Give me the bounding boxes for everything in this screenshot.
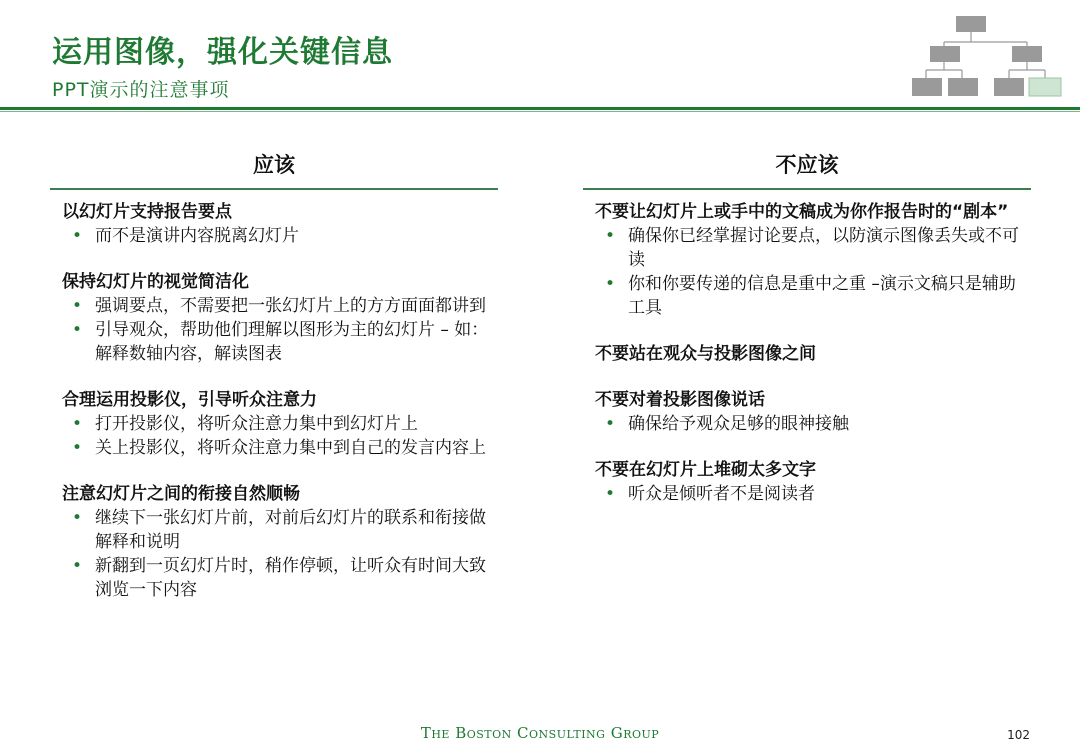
section [62, 482, 498, 602]
bullet-list [62, 412, 498, 460]
bullet-icon: • [72, 414, 83, 434]
bullet-text: 引导观众，帮助他们理解以图形为主的幻灯片 – 如：解释数轴内容，解读图表 [95, 320, 489, 364]
bullet-text: 确保你已经掌握讨论要点，以防演示图像丢失或不可读 [628, 226, 1019, 270]
bullet-icon: • [72, 508, 83, 528]
bullet-list [595, 224, 1031, 320]
bullet-list [595, 482, 1031, 506]
bullet-text: 强调要点，不需要把一张幻灯片上的方方面面都讲到 [95, 296, 486, 316]
bullet-text: 而不是演讲内容脱离幻灯片 [95, 226, 299, 246]
bullet-list [62, 224, 498, 248]
section-title: 保持幻灯片的视觉简洁化 [62, 272, 249, 292]
section-title: 注意幻灯片之间的衔接自然顺畅 [62, 484, 300, 504]
section-title: 不要站在观众与投影图像之间 [595, 344, 816, 364]
bullet-item [595, 272, 1031, 320]
bullet-item [62, 436, 498, 460]
section [62, 270, 498, 366]
section-title: 不要在幻灯片上堆砌太多文字 [595, 460, 816, 480]
bullet-text: 你和你要传递的信息是重中之重 –演示文稿只是辅助工具 [628, 274, 1016, 318]
section [595, 388, 1031, 436]
should-column [50, 150, 498, 624]
bullet-icon: • [605, 414, 616, 434]
section [62, 388, 498, 460]
should-not-heading: 不应该 [583, 150, 1031, 190]
should-not-column [583, 150, 1031, 528]
section-title: 不要对着投影图像说话 [595, 390, 765, 410]
bullet-icon: • [605, 226, 616, 246]
bullet-text: 新翻到一页幻灯片时，稍作停顿，让听众有时间大致浏览一下内容 [95, 556, 486, 600]
bullet-item [595, 482, 1031, 506]
slide-subtitle: PPT演示的注意事项 [52, 79, 230, 101]
bullet-item [62, 318, 498, 366]
bullet-item [62, 412, 498, 436]
bullet-icon: • [605, 274, 616, 294]
bullet-item [62, 554, 498, 602]
bullet-icon: • [72, 438, 83, 458]
bullet-text: 确保给予观众足够的眼神接触 [628, 414, 849, 434]
bullet-item [62, 294, 498, 318]
title-divider [0, 107, 1080, 110]
bullet-item [595, 224, 1031, 272]
bullet-icon: • [72, 320, 83, 340]
section [595, 342, 1031, 366]
section [595, 200, 1031, 320]
should-not-sections [583, 190, 1031, 506]
bullet-item [595, 412, 1031, 436]
slide-title: 运用图像，强化关键信息 [52, 35, 393, 70]
bullet-list [595, 412, 1031, 436]
bullet-icon: • [72, 296, 83, 316]
org-chart-icon [912, 16, 1062, 100]
bullet-icon: • [605, 484, 616, 504]
bullet-text: 打开投影仪，将听众注意力集中到幻灯片上 [95, 414, 418, 434]
bullet-list [62, 506, 498, 602]
bullet-item [62, 224, 498, 248]
bullet-text: 关上投影仪，将听众注意力集中到自己的发言内容上 [95, 438, 486, 458]
should-sections [50, 190, 498, 602]
bullet-icon: • [72, 556, 83, 576]
section-title: 合理运用投影仪，引导听众注意力 [62, 390, 317, 410]
should-heading: 应该 [50, 150, 498, 190]
section-title: 不要让幻灯片上或手中的文稿成为你作报告时的“剧本” [595, 202, 1009, 222]
bullet-icon: • [72, 226, 83, 246]
bullet-item [62, 506, 498, 554]
bullet-text: 听众是倾听者不是阅读者 [628, 484, 815, 504]
section [62, 200, 498, 248]
title-divider-thin [0, 111, 1080, 112]
page-number: 102 [1007, 728, 1030, 742]
bullet-text: 继续下一张幻灯片前，对前后幻灯片的联系和衔接做解释和说明 [95, 508, 486, 552]
section [595, 458, 1031, 506]
bullet-list [62, 294, 498, 366]
company-footer: The Boston Consulting Group [420, 724, 660, 742]
section-title: 以幻灯片支持报告要点 [62, 202, 232, 222]
